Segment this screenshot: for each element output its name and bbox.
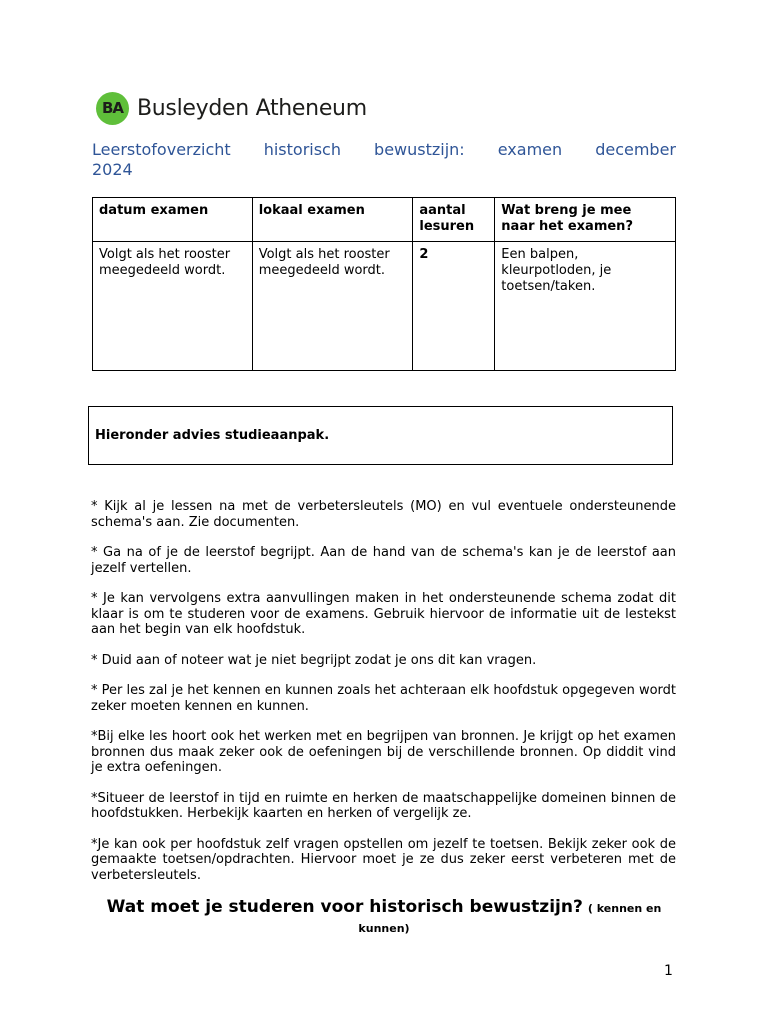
header-lesuren: aantal lesuren — [413, 198, 495, 242]
page-number: 1 — [664, 963, 673, 979]
logo-text: Busleyden Atheneum — [137, 95, 367, 121]
advice-list — [91, 499, 676, 898]
cell-meebrengen: Een balpen, kleurpotloden, je toetsen/taken. — [495, 242, 676, 371]
advice-paragraph: * Duid aan of noteer wat je niet begrijpt zodat je ons dit kan vragen. — [91, 652, 537, 668]
advice-paragraph: *Je kan ook per hoofdstuk zelf vragen opstellen om jezelf te toetsen. Bekijk zeker ook de gemaakte toetsen/opdrachten. Hiervoor moet je ze dus zeker eerst verbeteren met de verbetersleutels. — [91, 836, 676, 883]
section-heading-sub: ( kennen en kunnen) — [358, 902, 662, 935]
exam-info-table — [92, 197, 676, 371]
advice-paragraph: * Kijk al je lessen na met de verbetersleutels (MO) en vul eventuele ondersteunende schema's aan. Zie documenten. — [91, 499, 676, 530]
advice-box — [88, 406, 673, 465]
cell-lesuren: 2 — [413, 242, 495, 371]
advice-paragraph: *Bij elke les hoort ook het werken met en begrijpen van bronnen. Je krijgt op het examen bronnen dus maak zeker ook de oefeningen bij de verschillende bronnen. Op diddit vind je extra oefeningen. — [91, 729, 676, 775]
header-lokaal: lokaal examen — [252, 198, 413, 242]
logo-mark: BA — [96, 92, 129, 125]
cell-lokaal: Volgt als het rooster meegedeeld wordt. — [252, 242, 413, 371]
section-heading — [92, 897, 676, 936]
section-heading-main: Wat moet je studeren voor historisch bewustzijn? — [106, 897, 583, 917]
advice-paragraph: * Ga na of je de leerstof begrijpt. Aan de hand van de schema's kan je de leerstof aan jezelf vertellen. — [91, 545, 676, 576]
header-datum: datum examen — [93, 198, 253, 242]
advice-paragraph: * Per les zal je het kennen en kunnen zoals het achteraan elk hoofdstuk opgegeven wordt zeker moeten kennen en kunnen. — [91, 683, 676, 714]
cell-datum: Volgt als het rooster meegedeeld wordt. — [93, 242, 253, 371]
table-header-row — [93, 198, 676, 242]
advice-paragraph: * Je kan vervolgens extra aanvullingen maken in het ondersteunende schema zodat dit klaar is om te studeren voor de examens. Gebruik hiervoor de informatie uit de lestekst aan het begin van elk hoofdstuk. — [91, 591, 676, 637]
page-title — [92, 140, 676, 180]
table-row — [93, 242, 676, 371]
header-meebrengen: Wat breng je mee naar het examen? — [495, 198, 676, 242]
advice-title: Hieronder advies studieaanpak. — [95, 428, 330, 443]
advice-paragraph: *Situeer de leerstof in tijd en ruimte en herken de maatschappelijke domeinen binnen de hoofdstukken. Herbekijk kaarten en herken of vergelijk ze. — [91, 790, 676, 821]
title-line-2: 2024 — [92, 160, 133, 179]
title-line-1: Leerstofoverzicht historisch bewustzijn: examen december — [92, 140, 676, 159]
school-logo — [96, 90, 367, 126]
